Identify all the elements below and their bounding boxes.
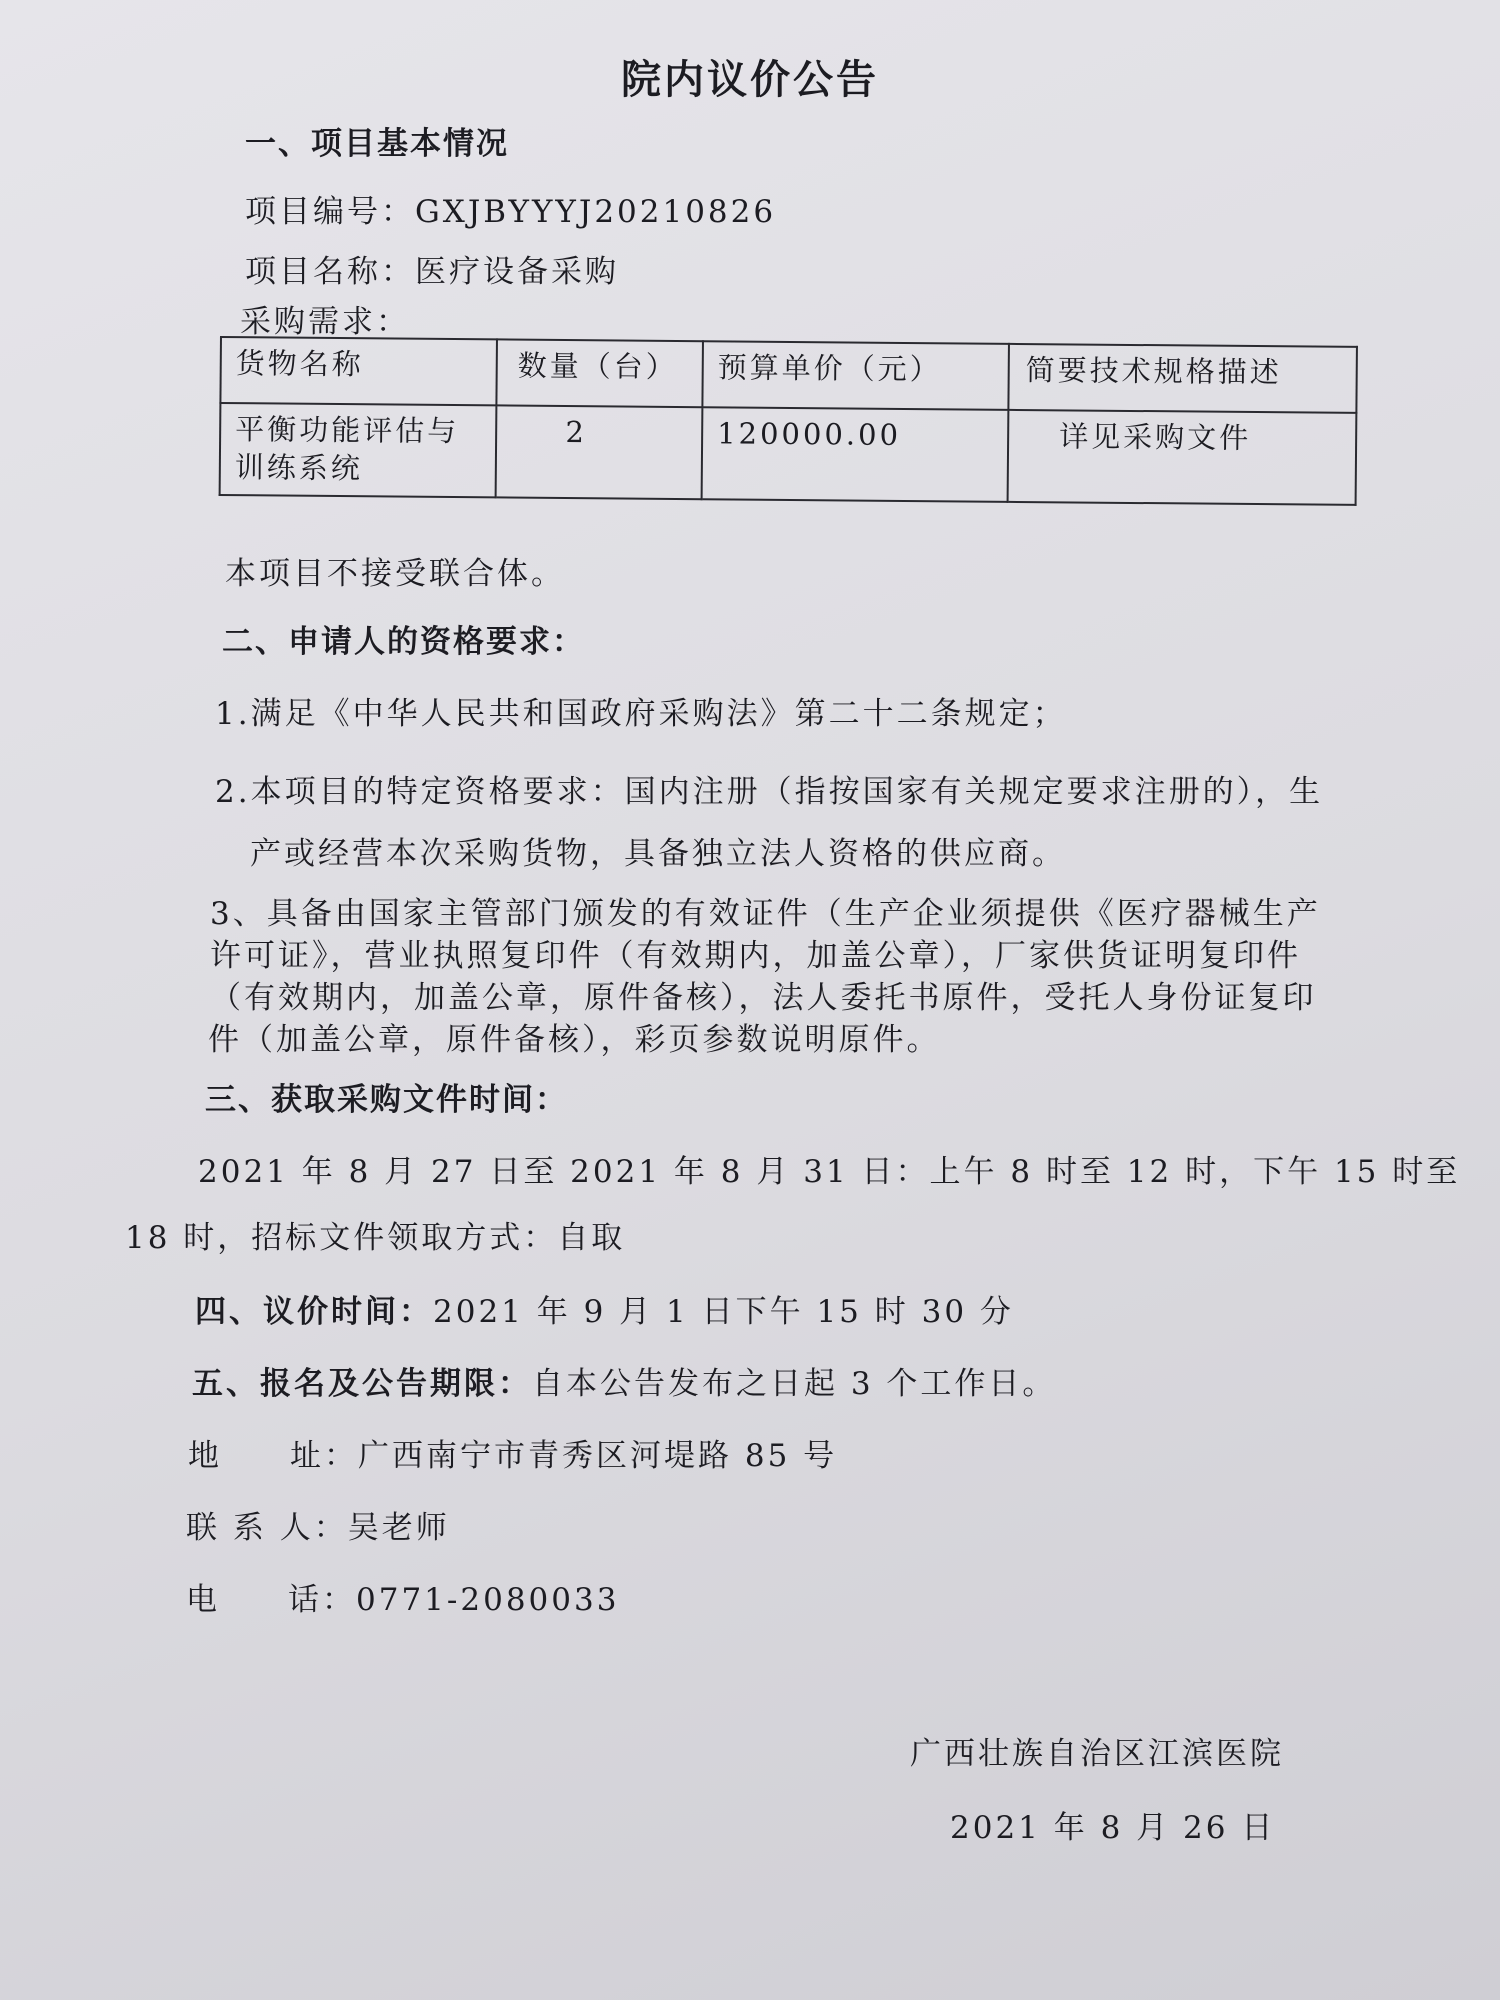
procurement-table — [219, 336, 1358, 506]
negotiation-time: 2021 年 9 月 1 日下午 15 时 30 分 — [433, 1294, 1014, 1330]
section2-heading: 二、申请人的资格要求： — [222, 624, 585, 660]
section4-line — [195, 1286, 1014, 1331]
table-header-cell: 预算单价（元） — [702, 341, 1009, 410]
requirement-label: 采购需求： — [240, 304, 410, 340]
table-cell-item-name: 平衡功能评估与训练系统 — [220, 403, 497, 497]
qualification-item-2-line1: 2.本项目的特定资格要求：国内注册（指按国家有关规定要求注册的），生 — [215, 774, 1324, 810]
project-number: 项目编号：GXJBYYYJ20210826 — [245, 194, 777, 230]
registration-period: 自本公告发布之日起 3 个工作日。 — [532, 1366, 1057, 1402]
qualification-item-3-line2: 许可证》，营业执照复印件（有效期内，加盖公章），厂家供货证明复印件 — [210, 938, 1301, 974]
document-time-line1: 2021 年 8 月 27 日至 2021 年 8 月 31 日：上午 8 时至 12 时，下午 15 时至 — [198, 1154, 1461, 1190]
page-title: 院内议价公告 — [621, 57, 879, 103]
table-header-cell: 数量（台） — [496, 339, 703, 407]
contact-person: 联 系 人：吴老师 — [186, 1510, 450, 1546]
section5-heading: 五、报名及公告期限： — [192, 1366, 532, 1402]
table-cell-quantity: 2 — [496, 405, 703, 499]
table-header-cell: 简要技术规格描述 — [1008, 344, 1357, 413]
qualification-item-1: 1.满足《中华人民共和国政府采购法》第二十二条规定； — [215, 696, 1067, 732]
table-cell-price: 120000.00 — [702, 407, 1009, 502]
section1-heading: 一、项目基本情况 — [245, 126, 509, 162]
issue-date: 2021 年 8 月 26 日 — [950, 1810, 1276, 1846]
qualification-item-3-line1: 3、具备由国家主管部门颁发的有效证件（生产企业须提供《医疗器械生产 — [210, 896, 1321, 932]
table-row — [220, 403, 1357, 505]
section3-heading: 三、获取采购文件时间： — [205, 1082, 568, 1118]
section5-line — [192, 1358, 1056, 1403]
section4-heading: 四、议价时间： — [195, 1294, 433, 1330]
qualification-item-3-line3: （有效期内，加盖公章，原件备核），法人委托书原件，受托人身份证复印 — [210, 980, 1317, 1016]
project-name: 项目名称：医疗设备采购 — [245, 254, 619, 290]
qualification-item-2-line2: 产或经营本次采购货物，具备独立法人资格的供应商。 — [250, 836, 1066, 872]
table-header-row — [220, 337, 1357, 413]
consortium-note: 本项目不接受联合体。 — [225, 556, 565, 592]
table-cell-spec: 详见采购文件 — [1008, 410, 1357, 505]
issuing-organization: 广西壮族自治区江滨医院 — [910, 1736, 1284, 1772]
contact-address: 地 址：广西南宁市青秀区河堤路 85 号 — [188, 1438, 838, 1474]
qualification-item-3-line4: 件（加盖公章，原件备核），彩页参数说明原件。 — [208, 1022, 941, 1058]
document-time-line2: 18 时，招标文件领取方式：自取 — [125, 1220, 626, 1256]
contact-phone: 电 话：0771-2080033 — [186, 1582, 620, 1618]
table-header-cell: 货物名称 — [220, 337, 497, 405]
